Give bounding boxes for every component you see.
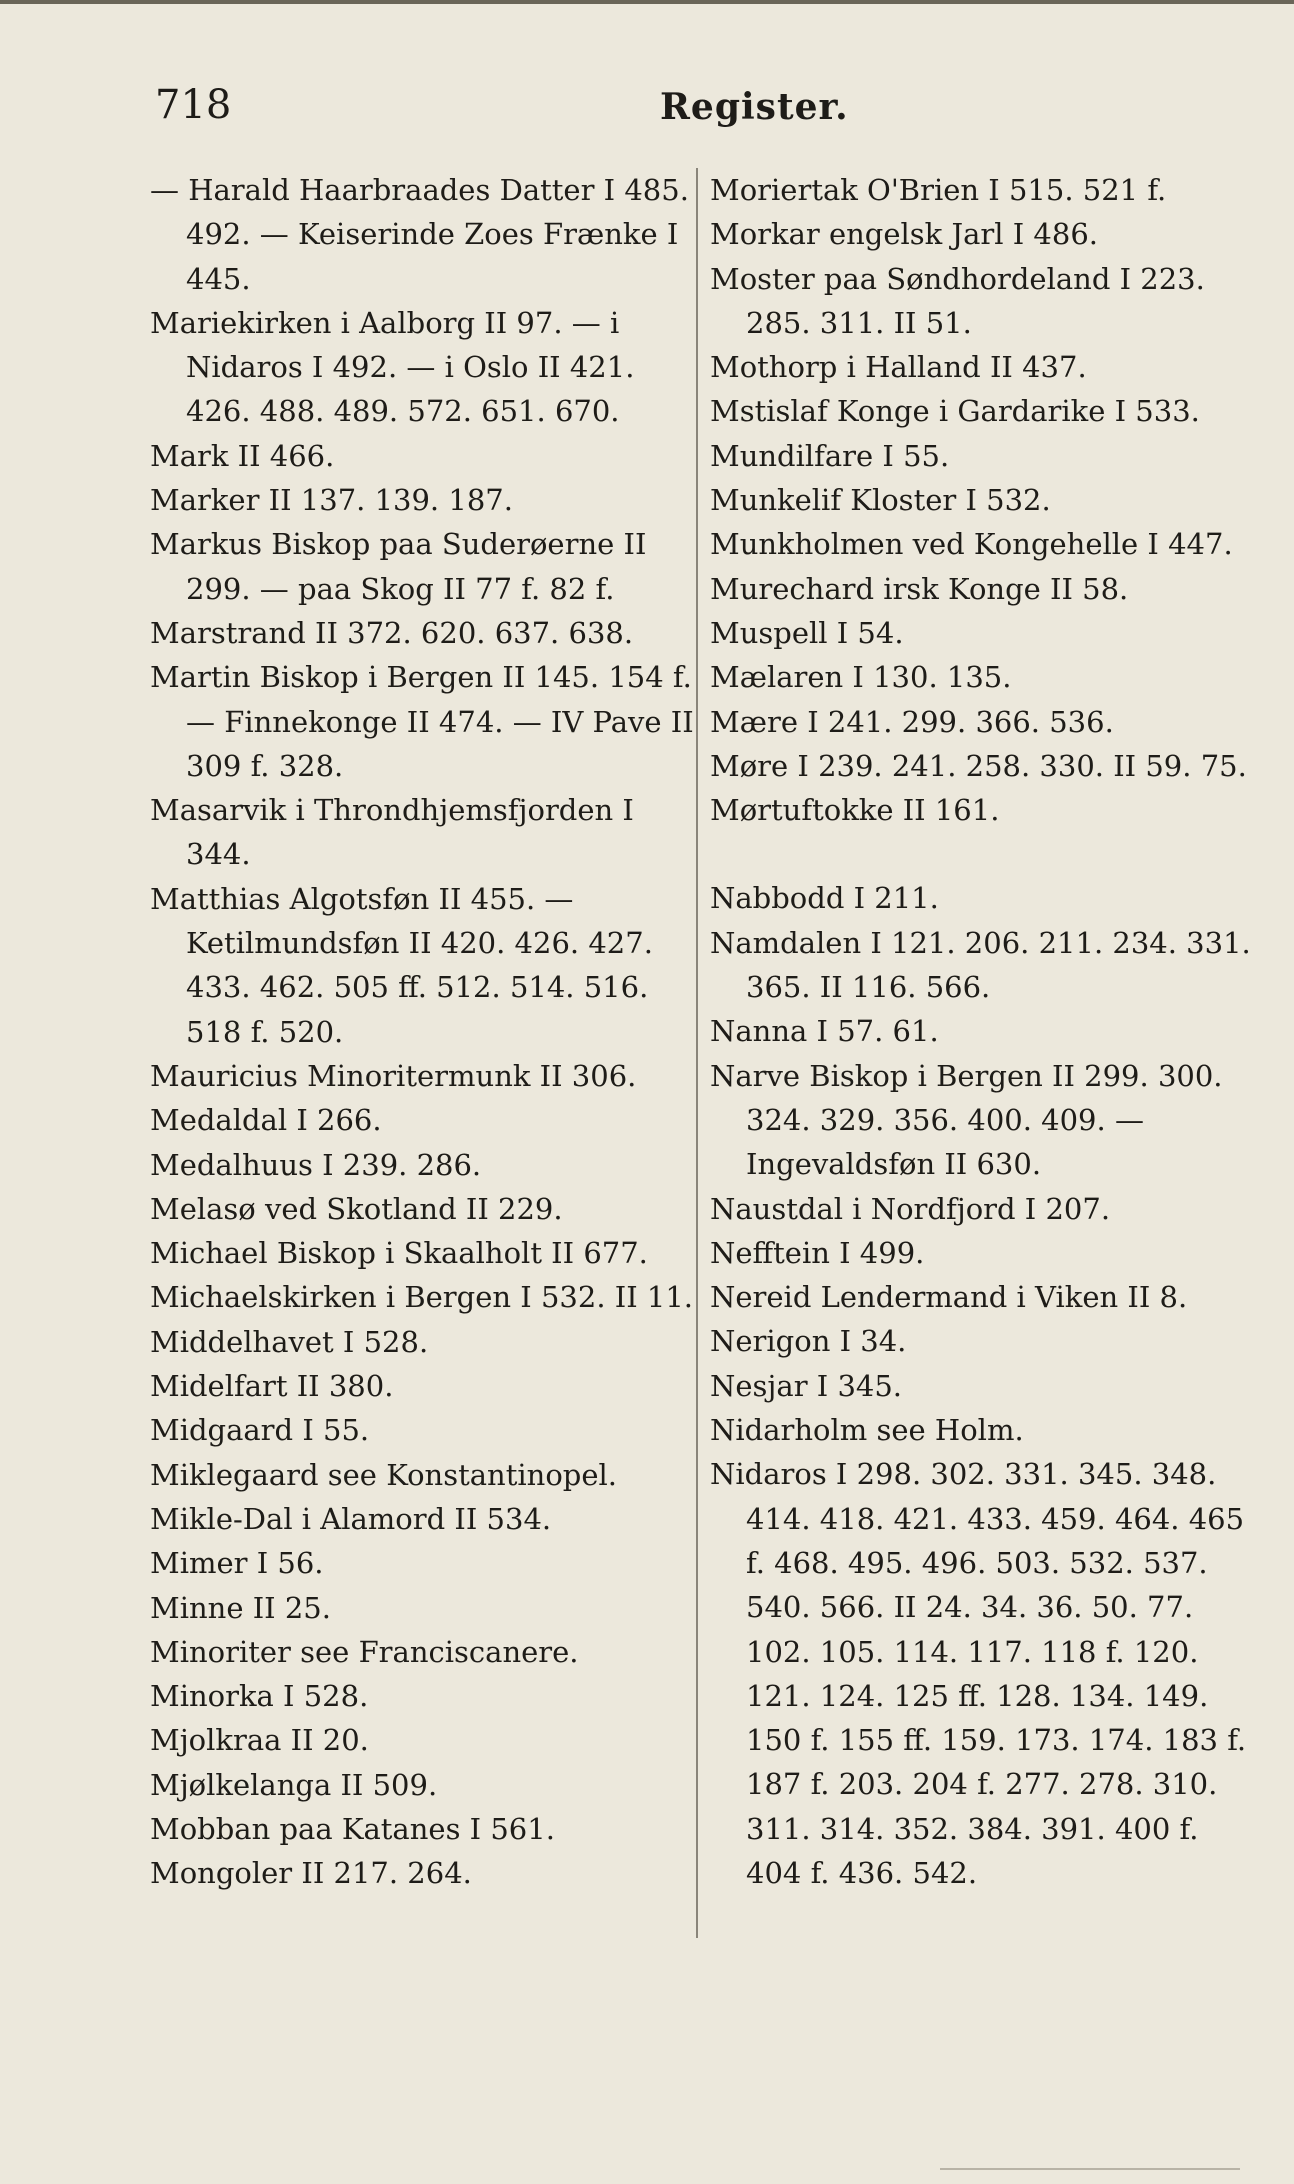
index-entry: Mjølkelanga II 509.	[150, 1767, 438, 1802]
index-entry: Munkholmen ved Kongehelle I 447.	[710, 527, 1233, 562]
index-entry: Michaelskirken i Bergen I 532. II 11.	[150, 1280, 693, 1315]
index-entry: Munkelif Kloster I 532.	[710, 483, 1051, 518]
index-entry: Nefftein I 499.	[710, 1235, 925, 1270]
index-column-right	[710, 168, 1255, 1895]
index-entry: Moriertak O'Brien I 515. 521 f.	[710, 173, 1167, 207]
index-entry: Møre I 239. 241. 258. 330. II 59. 75.	[710, 748, 1247, 783]
index-entry: Mørtuftokke II 161.	[710, 793, 1000, 828]
index-entry: Nidaros I 298. 302. 331. 345. 348. 414. 418. 421. 433. 459. 464. 465 f. 468. 495. 496. 503. 532. 537. 540. 566. II 24. 34. 36. 50. 77. 102. 105. 114. 117. 118 f. 120. 121. 124. 125 ff. 128. 134. 149. 150 f. 155 ff. 159. 173. 174. 183 f. 187 f. 203. 204 f. 277. 278. 310. 311. 314. 352. 384. 391. 400 f. 404 f. 436. 542.	[710, 1457, 1247, 1890]
index-entry: Midelfart II 380.	[150, 1369, 394, 1404]
index-entry: Midgaard I 55.	[150, 1413, 370, 1448]
index-entry: Mobban paa Katanes I 561.	[150, 1811, 555, 1846]
index-entry: Markus Biskop paa Suderøerne II 299. — paa Skog II 77 f. 82 f.	[150, 527, 647, 606]
index-entry: Mimer I 56.	[150, 1546, 324, 1581]
index-entry: Morkar engelsk Jarl I 486.	[710, 217, 1098, 252]
index-entry: Medaldal I 266.	[150, 1103, 382, 1138]
index-column-left	[150, 168, 695, 1896]
index-entry: Mikle-Dal i Alamord II 534.	[150, 1501, 552, 1536]
index-entry: Muspell I 54.	[710, 615, 904, 650]
index-entry: Mauricius Minoritermunk II 306.	[150, 1058, 637, 1093]
index-entry: Narve Biskop i Bergen II 299. 300. 324. 329. 356. 400. 409. — Ingevaldsføn II 630.	[710, 1058, 1223, 1182]
index-entry: — Harald Haarbraades Datter I 485. 492. — Keiserinde Zoes Frænke I 445.	[150, 173, 689, 296]
index-entry: Minorka I 528.	[150, 1679, 369, 1714]
index-entry: Martin Biskop i Bergen II 145. 154 f. — Finnekonge II 474. — IV Pave II 309 f. 328.	[150, 660, 694, 783]
index-entry: Matthias Algotsføn II 455. — Ketilmundsføn II 420. 426. 427. 433. 462. 505 ff. 512. 514. 516. 518 f. 520.	[150, 881, 653, 1049]
index-entry: Medalhuus I 239. 286.	[150, 1147, 482, 1182]
index-entry: Middelhavet I 528.	[150, 1324, 429, 1359]
index-entry: Naustdal i Nordfjord I 207.	[710, 1191, 1111, 1226]
scan-top-edge	[0, 0, 1294, 4]
index-entry: Nabbodd I 211.	[710, 881, 939, 916]
index-entry: Mstislaf Konge i Gardarike I 533.	[710, 394, 1200, 429]
index-entry: Murechard irsk Konge II 58.	[710, 571, 1129, 606]
index-entry: Mariekirken i Aalborg II 97. — i Nidaros I 492. — i Oslo II 421. 426. 488. 489. 572. 651. 670.	[150, 305, 635, 429]
index-entry: Marstrand II 372. 620. 637. 638.	[150, 615, 634, 650]
index-entry: Nesjar I 345.	[710, 1368, 903, 1403]
index-entry: Namdalen I 121. 206. 211. 234. 331. 365. II 116. 566.	[710, 925, 1251, 1005]
column-divider	[696, 168, 698, 1938]
index-entry: Mothorp i Halland II 437.	[710, 350, 1087, 385]
index-entry: Michael Biskop i Skaalholt II 677.	[150, 1236, 648, 1271]
index-entry: Masarvik i Throndhjemsfjorden I 344.	[150, 793, 634, 872]
index-entry: Minoriter see Franciscanere.	[150, 1634, 579, 1669]
index-entry: Marker II 137. 139. 187.	[150, 483, 513, 518]
index-entry: Moster paa Søndhordeland I 223. 285. 311. II 51.	[710, 261, 1205, 340]
page-header	[0, 82, 1294, 142]
index-entry: Mære I 241. 299. 366. 536.	[710, 704, 1114, 739]
page-number: 718	[155, 82, 232, 128]
index-entry: Mjolkraa II 20.	[150, 1723, 369, 1758]
index-entry: Mælaren I 130. 135.	[710, 660, 1012, 695]
index-entry: Mundilfare I 55.	[710, 438, 950, 473]
running-head: Register.	[660, 86, 849, 128]
index-entry: Mongoler II 217. 264.	[150, 1856, 472, 1891]
index-entry: Nanna I 57. 61.	[710, 1014, 939, 1049]
scan-bottom-rule	[940, 2168, 1240, 2170]
index-entry: Minne II 25.	[150, 1590, 331, 1625]
index-entry: Melasø ved Skotland II 229.	[150, 1191, 563, 1226]
index-entry: Nerigon I 34.	[710, 1324, 907, 1359]
index-entry: Miklegaard see Konstantinopel.	[150, 1457, 618, 1492]
index-entry: Nidarholm see Holm.	[710, 1413, 1024, 1448]
index-entry: Nereid Lendermand i Viken II 8.	[710, 1280, 1188, 1315]
index-entry: Mark II 466.	[150, 438, 335, 473]
